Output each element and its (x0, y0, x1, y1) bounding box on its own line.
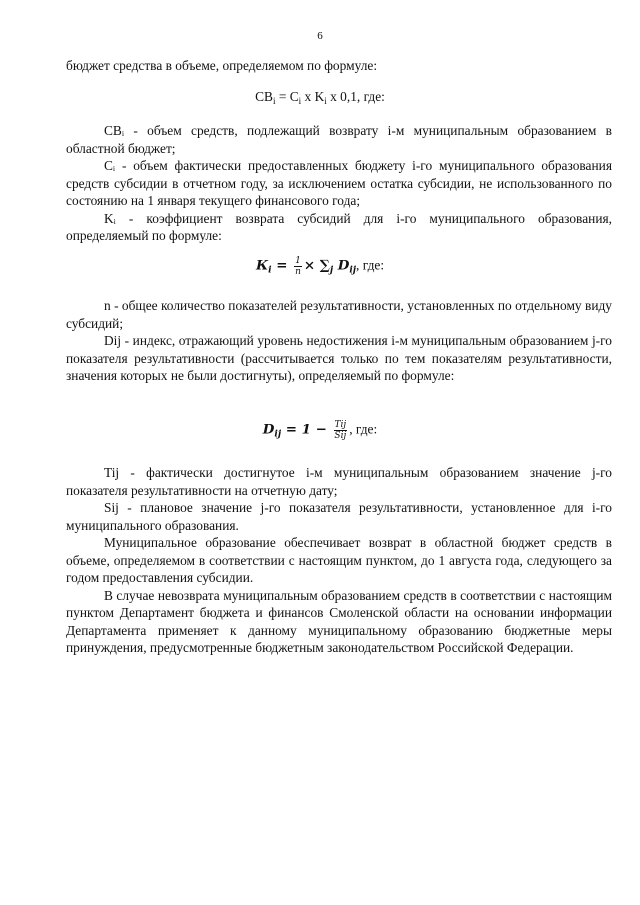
definition-n: n - общее количество показателей результативности, установленных по отдельному виду субсидий; (66, 298, 612, 331)
formula-d-frac-den: Sij (334, 431, 347, 441)
formula-cb-c: = С (275, 89, 299, 104)
formula-k-symbol: К (255, 257, 269, 274)
paragraph-nonreturn: В случае невозврата муниципальным образованием средств в соответствии с настоящим пунктом Департамент бюджета и финансов Смоленской области на основании информации Департамента применяет к данному муниципальному образованию бюджетные меры принуждения, предусмотренные бюджетным законодательством Российской Федерации. (66, 587, 612, 655)
formula-k-sum: × ∑ (303, 257, 330, 274)
formula-d-fraction (334, 420, 348, 441)
formula-k-frac-num: 1 (295, 256, 301, 266)
formula-cb-left: СВ (255, 89, 273, 104)
formula-cb (0, 89, 640, 106)
formula-cb-sub-c: i (298, 96, 302, 106)
formula-d-frac-num: Tij (334, 420, 347, 430)
formula-k-frac-den: n (295, 267, 301, 277)
definitions-block-1 (66, 122, 612, 245)
formula-d-eq: = 1 − (281, 421, 332, 438)
definitions-block-2 (66, 297, 612, 385)
formula-d-symbol: D (262, 421, 275, 438)
definition-s: Sij - плановое значение j-го показателя результативности, установленное для i-го муниципального образования. (66, 500, 612, 533)
formula-cb-sub-k: i (324, 96, 327, 106)
definition-t: Tij - фактически достигнутое i-м муниципальным образованием значение j-го показателя результативности на отчетную дату; (66, 465, 612, 498)
formula-k-eq: = (271, 257, 293, 274)
formula-cb-sub: i (272, 96, 276, 106)
formula-k-fraction (294, 256, 302, 277)
formula-k-d-sub: ij (349, 265, 357, 276)
formula-k (0, 256, 640, 277)
formula-d (0, 420, 640, 441)
definitions-block-3 (66, 464, 612, 657)
intro-paragraph: бюджет средства в объеме, определяемом по формуле: (66, 58, 378, 73)
definition-d: Dij - индекс, отражающий уровень недостижения i-м муниципальным образованием j-го показателя результативности (рассчитывается только по тем показателям результативности, значения которых не были достигнуты), определяемый по формуле: (66, 333, 612, 383)
intro-text (66, 57, 612, 75)
definition-c: Сᵢ - объем фактически предоставленных бюджету i-го муниципального образования средств субсидии в отчетном году, за исключением остатка субсидии, не использованного по состоянию на 1 января текущего финансового года; (66, 158, 612, 208)
definition-cb: СВᵢ - объем средств, подлежащий возврату i-м муниципальным образованием в областной бюджет; (66, 123, 612, 156)
formula-cb-k: х K (301, 89, 325, 104)
formula-d-sub: ij (274, 429, 282, 440)
formula-d-tail: , где: (349, 421, 378, 437)
formula-cb-tail: х 0,1, где: (326, 89, 385, 104)
formula-k-sum-sub: j (329, 265, 334, 276)
formula-k-d: D (333, 257, 350, 274)
definition-k: Kᵢ - коэффициент возврата субсидий для i-го муниципального образования, определяемый по формуле: (66, 210, 612, 243)
formula-k-sub: i (268, 265, 272, 276)
page-number: 6 (317, 30, 323, 42)
paragraph-return: Муниципальное образование обеспечивает возврат в областной бюджет средств в объеме, определяемом в соответствии с настоящим пунктом, до 1 августа года, следующего за годом предоставления субсидии. (66, 535, 612, 585)
formula-k-tail: , где: (356, 257, 385, 273)
